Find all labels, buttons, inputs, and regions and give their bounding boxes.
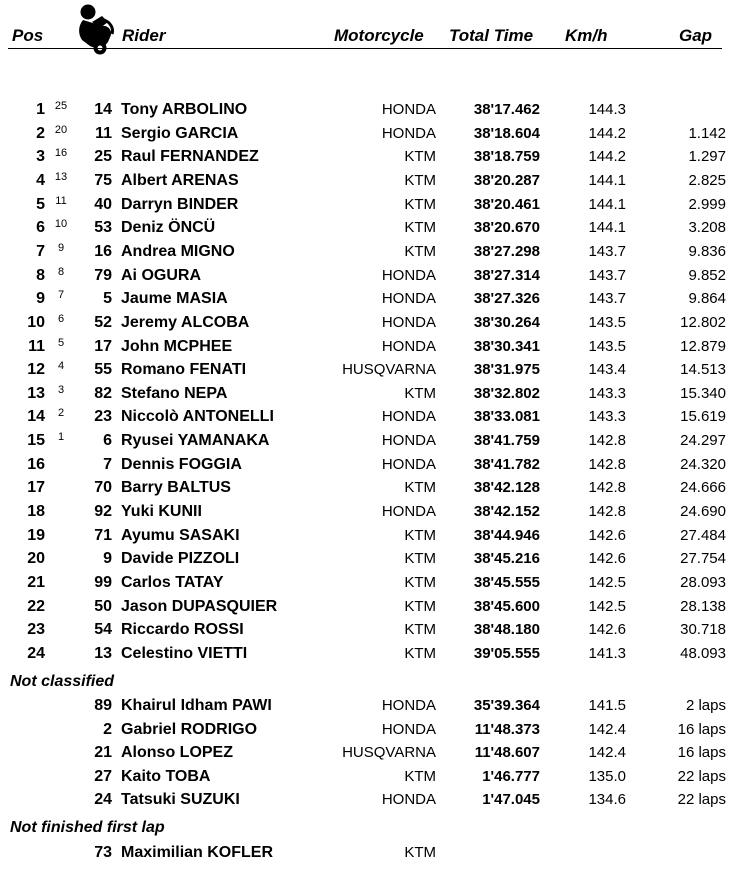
cell-num: 27 xyxy=(94,768,112,785)
header-total-time: Total Time xyxy=(449,26,534,45)
cell-time: 38'45.216 xyxy=(473,550,540,567)
cell-time: 38'20.670 xyxy=(473,219,540,236)
cell-kmh: 134.6 xyxy=(588,791,626,808)
cell-rider: Tony ARBOLINO xyxy=(121,101,248,118)
table-row xyxy=(0,265,735,287)
cell-gap: 9.852 xyxy=(688,267,726,284)
cell-pos: 8 xyxy=(36,267,45,284)
cell-moto: KTM xyxy=(404,172,436,189)
table-row xyxy=(0,383,735,405)
table-row xyxy=(0,146,735,168)
cell-num: 75 xyxy=(94,172,112,189)
cell-time: 38'18.604 xyxy=(473,125,540,142)
cell-kmh: 142.4 xyxy=(588,721,626,738)
cell-pos: 16 xyxy=(27,456,45,473)
cell-gap: 14.513 xyxy=(680,361,726,378)
cell-gap: 24.297 xyxy=(680,432,726,449)
cell-num: 6 xyxy=(103,432,112,449)
cell-time: 38'20.287 xyxy=(473,172,540,189)
cell-pos: 21 xyxy=(27,574,45,591)
cell-moto: HONDA xyxy=(381,503,436,520)
cell-pos: 18 xyxy=(27,503,45,520)
table-row xyxy=(0,596,735,618)
cell-pos: 17 xyxy=(27,479,45,496)
cell-kmh: 143.7 xyxy=(588,267,626,284)
cell-kmh: 143.3 xyxy=(588,408,626,425)
cell-rider: Yuki KUNII xyxy=(121,503,202,520)
cell-pos: 7 xyxy=(36,243,45,260)
cell-gap: 1.142 xyxy=(688,125,726,142)
cell-rider: Celestino VIETTI xyxy=(121,645,248,662)
cell-time: 38'45.600 xyxy=(473,598,540,615)
cell-rider: Jaume MASIA xyxy=(121,290,228,307)
header-motorcycle: Motorcycle xyxy=(334,26,424,45)
cell-kmh: 143.7 xyxy=(588,243,626,260)
cell-moto: KTM xyxy=(404,148,436,165)
cell-pos: 15 xyxy=(27,432,45,449)
cell-pts: 2 xyxy=(57,407,65,419)
cell-pos: 6 xyxy=(36,219,45,236)
table-row xyxy=(0,789,735,811)
table-row xyxy=(0,548,735,570)
cell-time: 38'27.298 xyxy=(473,243,540,260)
cell-kmh: 135.0 xyxy=(588,768,626,785)
cell-rider: Deniz ÖNCÜ xyxy=(121,219,216,236)
cell-gap: 27.484 xyxy=(680,527,726,544)
cell-time: 38'17.462 xyxy=(473,101,540,118)
cell-gap: 15.340 xyxy=(680,385,726,402)
cell-time: 39'05.555 xyxy=(473,645,540,662)
cell-pts: 20 xyxy=(54,124,68,136)
cell-num: 2 xyxy=(103,721,112,738)
cell-rider: Raul FERNANDEZ xyxy=(121,148,259,165)
table-row xyxy=(0,501,735,523)
cell-num: 82 xyxy=(94,385,112,402)
cell-num: 17 xyxy=(94,338,112,355)
cell-gap: 28.093 xyxy=(680,574,726,591)
table-row xyxy=(0,742,735,764)
cell-moto: KTM xyxy=(404,598,436,615)
cell-rider: Sergio GARCIA xyxy=(121,125,239,142)
cell-rider: Jason DUPASQUIER xyxy=(121,598,278,615)
cell-moto: HONDA xyxy=(381,125,436,142)
table-row xyxy=(0,217,735,239)
cell-num: 54 xyxy=(94,621,112,638)
cell-time: 11'48.607 xyxy=(474,744,540,761)
cell-moto: HONDA xyxy=(381,408,436,425)
cell-rider: Darryn BINDER xyxy=(121,196,239,213)
cell-moto: KTM xyxy=(404,645,436,662)
cell-gap: 16 laps xyxy=(677,744,726,761)
cell-pos: 3 xyxy=(36,148,45,165)
cell-moto: HONDA xyxy=(381,290,436,307)
cell-num: 25 xyxy=(94,148,112,165)
cell-num: 92 xyxy=(94,503,112,520)
cell-rider: Alonso LOPEZ xyxy=(121,744,233,761)
cell-gap: 1.297 xyxy=(688,148,726,165)
cell-moto: HONDA xyxy=(381,338,436,355)
header-rider: Rider xyxy=(122,26,166,45)
table-row xyxy=(0,643,735,665)
cell-pos: 20 xyxy=(27,550,45,567)
table-row xyxy=(0,430,735,452)
cell-pos: 9 xyxy=(36,290,45,307)
header-pos: Pos xyxy=(12,26,44,45)
cell-rider: Jeremy ALCOBA xyxy=(121,314,250,331)
cell-time: 38'30.264 xyxy=(473,314,540,331)
cell-gap: 2.999 xyxy=(688,196,726,213)
cell-kmh: 142.6 xyxy=(588,550,626,567)
cell-gap: 3.208 xyxy=(688,219,726,236)
cell-rider: Khairul Idham PAWI xyxy=(121,697,272,714)
header-kmh: Km/h xyxy=(565,26,608,45)
cell-num: 70 xyxy=(94,479,112,496)
cell-pts: 10 xyxy=(54,218,68,230)
cell-time: 38'18.759 xyxy=(473,148,540,165)
cell-gap: 24.690 xyxy=(680,503,726,520)
cell-num: 71 xyxy=(94,527,112,544)
cell-moto: KTM xyxy=(404,196,436,213)
cell-moto: KTM xyxy=(404,219,436,236)
header-gap: Gap xyxy=(679,26,713,45)
cell-pos: 2 xyxy=(36,125,45,142)
table-row xyxy=(0,312,735,334)
table-row xyxy=(0,288,735,310)
cell-moto: HONDA xyxy=(381,314,436,331)
cell-moto: HONDA xyxy=(381,267,436,284)
cell-gap: 24.666 xyxy=(680,479,726,496)
cell-moto: KTM xyxy=(404,527,436,544)
table-row xyxy=(0,170,735,192)
cell-num: 99 xyxy=(94,574,112,591)
cell-kmh: 142.5 xyxy=(588,598,626,615)
cell-rider: Davide PIZZOLI xyxy=(121,550,240,567)
cell-kmh: 142.6 xyxy=(588,527,626,544)
cell-gap: 12.879 xyxy=(680,338,726,355)
cell-num: 52 xyxy=(94,314,112,331)
cell-kmh: 144.1 xyxy=(588,196,626,213)
cell-gap: 22 laps xyxy=(677,791,726,808)
cell-moto: KTM xyxy=(404,844,436,861)
cell-rider: Ai OGURA xyxy=(121,267,201,284)
cell-time: 38'27.326 xyxy=(473,290,540,307)
cell-num: 13 xyxy=(94,645,112,662)
cell-rider: Dennis FOGGIA xyxy=(121,456,242,473)
cell-rider: Andrea MIGNO xyxy=(121,243,235,260)
cell-rider: Stefano NEPA xyxy=(121,385,228,402)
table-row xyxy=(0,406,735,428)
cell-moto: HONDA xyxy=(381,697,436,714)
cell-gap: 9.864 xyxy=(688,290,726,307)
cell-pos: 10 xyxy=(27,314,45,331)
cell-pos: 12 xyxy=(27,361,45,378)
cell-num: 23 xyxy=(94,408,112,425)
table-row xyxy=(0,766,735,788)
cell-num: 24 xyxy=(94,791,112,808)
cell-time: 38'44.946 xyxy=(473,527,540,544)
cell-time: 38'48.180 xyxy=(473,621,540,638)
cell-gap: 48.093 xyxy=(680,645,726,662)
cell-pts: 11 xyxy=(55,195,67,207)
cell-pts: 3 xyxy=(57,384,65,396)
cell-rider: Albert ARENAS xyxy=(121,172,239,189)
cell-kmh: 144.3 xyxy=(588,101,626,118)
cell-moto: KTM xyxy=(404,385,436,402)
cell-pos: 24 xyxy=(27,645,45,662)
section-not-classified: Not classified xyxy=(10,673,115,690)
cell-num: 89 xyxy=(94,697,112,714)
cell-moto: HONDA xyxy=(381,721,436,738)
cell-pos: 19 xyxy=(27,527,45,544)
cell-moto: KTM xyxy=(404,243,436,260)
cell-num: 14 xyxy=(94,101,112,118)
cell-time: 38'30.341 xyxy=(473,338,540,355)
table-row xyxy=(0,572,735,594)
cell-pos: 4 xyxy=(36,172,45,189)
cell-moto: KTM xyxy=(404,574,436,591)
cell-num: 50 xyxy=(94,598,112,615)
cell-kmh: 143.3 xyxy=(588,385,626,402)
cell-time: 38'20.461 xyxy=(473,196,540,213)
table-row xyxy=(0,123,735,145)
cell-kmh: 142.8 xyxy=(588,479,626,496)
cell-rider: Ryusei YAMANAKA xyxy=(121,432,270,449)
cell-pos: 11 xyxy=(28,338,45,355)
cell-kmh: 142.8 xyxy=(588,456,626,473)
cell-rider: Niccolò ANTONELLI xyxy=(121,408,274,425)
cell-rider: Maximilian KOFLER xyxy=(121,844,274,861)
table-row xyxy=(0,336,735,358)
cell-gap: 9.836 xyxy=(688,243,726,260)
cell-pos: 23 xyxy=(27,621,45,638)
cell-kmh: 142.8 xyxy=(588,432,626,449)
cell-num: 11 xyxy=(95,125,112,142)
cell-kmh: 143.7 xyxy=(588,290,626,307)
cell-rider: Barry BALTUS xyxy=(121,479,231,496)
cell-pos: 1 xyxy=(36,101,45,118)
cell-pts: 8 xyxy=(57,266,65,278)
table-row xyxy=(0,619,735,641)
cell-pos: 13 xyxy=(27,385,45,402)
cell-num: 16 xyxy=(94,243,112,260)
cell-pos: 14 xyxy=(27,408,45,425)
cell-pts: 16 xyxy=(54,147,68,159)
cell-time: 1'47.045 xyxy=(482,791,540,808)
cell-rider: Kaito TOBA xyxy=(121,768,211,785)
cell-gap: 2 laps xyxy=(685,697,726,714)
table-row xyxy=(0,194,735,216)
cell-rider: Riccardo ROSSI xyxy=(121,621,244,638)
cell-kmh: 143.5 xyxy=(588,314,626,331)
cell-kmh: 142.6 xyxy=(588,621,626,638)
cell-time: 1'46.777 xyxy=(482,768,540,785)
cell-gap: 16 laps xyxy=(677,721,726,738)
cell-moto: HUSQVARNA xyxy=(342,361,436,378)
cell-time: 38'32.802 xyxy=(473,385,540,402)
cell-time: 35'39.364 xyxy=(473,697,540,714)
header-divider xyxy=(8,48,722,49)
cell-time: 38'42.152 xyxy=(473,503,540,520)
cell-num: 7 xyxy=(103,456,112,473)
cell-pts: 6 xyxy=(57,313,65,325)
cell-time: 38'33.081 xyxy=(473,408,540,425)
table-row xyxy=(0,525,735,547)
cell-time: 38'31.975 xyxy=(473,361,540,378)
cell-kmh: 141.3 xyxy=(588,645,626,662)
cell-pts: 4 xyxy=(57,360,65,372)
table-row xyxy=(0,359,735,381)
section-not-finished: Not finished first lap xyxy=(10,819,165,836)
cell-time: 38'45.555 xyxy=(473,574,540,591)
cell-gap: 12.802 xyxy=(680,314,726,331)
cell-kmh: 144.2 xyxy=(588,125,626,142)
table-row xyxy=(0,719,735,741)
cell-pos: 22 xyxy=(27,598,45,615)
table-row xyxy=(0,842,735,864)
cell-time: 38'42.128 xyxy=(473,479,540,496)
cell-rider: Gabriel RODRIGO xyxy=(121,721,258,738)
cell-num: 9 xyxy=(103,550,112,567)
cell-pts: 5 xyxy=(57,337,65,349)
cell-num: 40 xyxy=(94,196,112,213)
cell-kmh: 142.4 xyxy=(588,744,626,761)
cell-gap: 15.619 xyxy=(680,408,726,425)
cell-moto: HONDA xyxy=(381,101,436,118)
cell-kmh: 144.1 xyxy=(588,219,626,236)
cell-moto: KTM xyxy=(404,621,436,638)
cell-moto: HONDA xyxy=(381,432,436,449)
table-row xyxy=(0,241,735,263)
table-row xyxy=(0,695,735,717)
cell-rider: Romano FENATI xyxy=(121,361,247,378)
cell-time: 38'27.314 xyxy=(473,267,540,284)
cell-kmh: 142.8 xyxy=(588,503,626,520)
cell-gap: 2.825 xyxy=(688,172,726,189)
cell-gap: 28.138 xyxy=(680,598,726,615)
cell-kmh: 143.4 xyxy=(588,361,626,378)
cell-gap: 22 laps xyxy=(677,768,726,785)
cell-num: 55 xyxy=(94,361,112,378)
cell-moto: KTM xyxy=(404,768,436,785)
cell-gap: 24.320 xyxy=(680,456,726,473)
cell-num: 79 xyxy=(94,267,112,284)
cell-rider: Carlos TATAY xyxy=(121,574,224,591)
cell-time: 38'41.759 xyxy=(473,432,540,449)
cell-kmh: 141.5 xyxy=(588,697,626,714)
cell-moto: KTM xyxy=(404,479,436,496)
cell-num: 21 xyxy=(94,744,112,761)
cell-moto: HONDA xyxy=(381,791,436,808)
cell-gap: 27.754 xyxy=(680,550,726,567)
table-row xyxy=(0,99,735,121)
table-row xyxy=(0,477,735,499)
cell-pts: 13 xyxy=(54,171,68,183)
table-row xyxy=(0,454,735,476)
cell-time: 11'48.373 xyxy=(474,721,540,738)
cell-num: 73 xyxy=(94,844,112,861)
cell-num: 53 xyxy=(94,219,112,236)
cell-pos: 5 xyxy=(36,196,45,213)
cell-kmh: 143.5 xyxy=(588,338,626,355)
cell-time: 38'41.782 xyxy=(473,456,540,473)
cell-num: 5 xyxy=(103,290,112,307)
cell-kmh: 144.2 xyxy=(588,148,626,165)
cell-rider: John MCPHEE xyxy=(121,338,233,355)
cell-moto: KTM xyxy=(404,550,436,567)
cell-moto: HONDA xyxy=(381,456,436,473)
cell-moto: HUSQVARNA xyxy=(342,744,436,761)
table-header xyxy=(0,0,735,56)
cell-pts: 1 xyxy=(57,431,65,443)
cell-kmh: 144.1 xyxy=(588,172,626,189)
cell-rider: Tatsuki SUZUKI xyxy=(121,791,240,808)
cell-kmh: 142.5 xyxy=(588,574,626,591)
cell-pts: 25 xyxy=(54,100,68,112)
cell-pts: 7 xyxy=(57,289,65,301)
cell-rider: Ayumu SASAKI xyxy=(121,527,240,544)
cell-pts: 9 xyxy=(57,242,65,254)
cell-gap: 30.718 xyxy=(680,621,726,638)
